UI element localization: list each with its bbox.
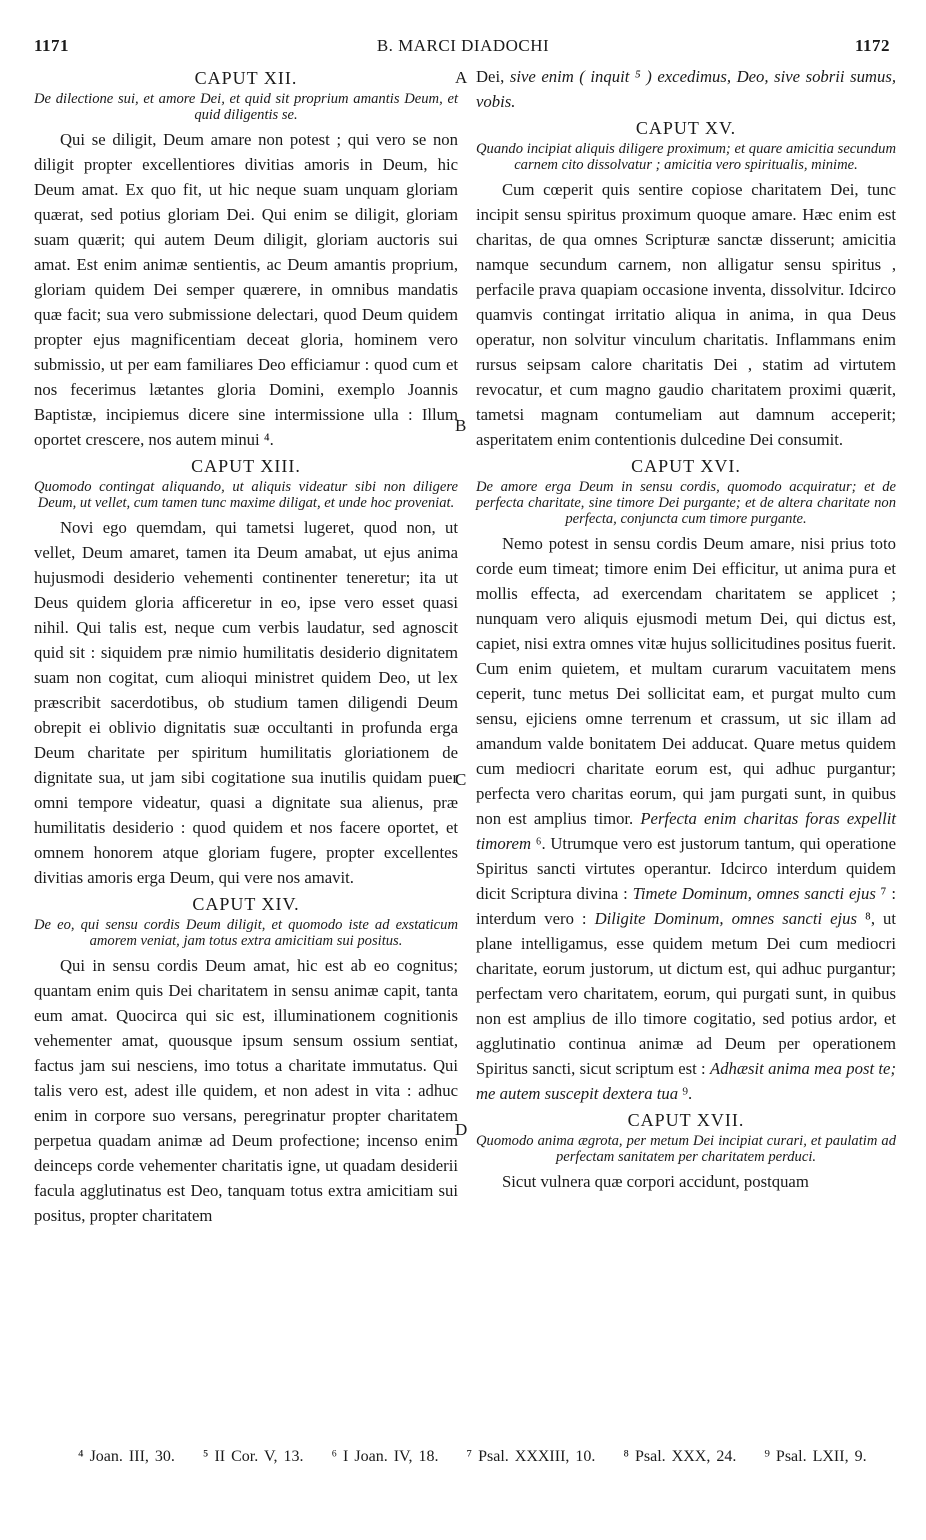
chapter-summary: De eo, qui sensu cordis Deum diligit, et quomodo iste ad exstaticum amorem veniat, jam totus extra amicitiam sui positus. [34,917,458,949]
chapter-text [476,531,896,1106]
scripture-quote: Diligite Dominum, omnes sancti ejus [594,909,857,928]
chapter-text: Sicut vulnera quæ corpori accidunt, postquam [502,1172,809,1191]
chapter-summary: Quando incipiat aliquis diligere proximum; et quare amicitia secundum carnem cito dissolvatur ; amicitia vero spiritualis, minime. [476,141,896,173]
continued-text-quote: sive enim ( inquit ⁵ ) excedimus, Deo, sive sobrii sumus, vobis. [476,67,896,111]
text-segment: Nemo potest in sensu cordis Deum amare, nisi prius toto corde eum timeat; timore enim Dei efficitur, ut anima pura et mollis effecta, ad exercendam charitatem se applicet ; nunquam vero aliquis ejusmodi metum Dei, qui dictus est, capiet, nisi extra omnes vitæ hujus sollicitudines positus fuerit. Cum enim quietem, et multam curarum vacuitatem mens ceperit, tunc metus Dei sollicitat eam, et purgat multo cum sensu, ejiciens omne terrenum et crassum, ut sic illam ad amandum valde bonitatem Dei adducat. Quare metus quidem cum mediocri charitate eorum est, qui adhuc purgantur; perfecta vero charitas eorum, qui jam purgati sunt, in quibus non est amplius timor. [476,534,896,828]
continued-text [476,64,896,114]
chapter-summary: Quomodo anima ægrota, per metum Dei incipiat curari, et paulatim ad perfectam sanitatem per charitatem perduci. [476,1133,896,1165]
margin-letter-d: D [455,1120,468,1139]
chapter-summary: Quomodo contingat aliquando, ut aliquis videatur sibi non diligere Deum, ut vellet, cum tamen tunc maxime diligat, et unde hoc proveniat. [34,479,458,511]
chapter-heading: CAPUT XIV. [192,894,300,914]
footnote: ⁵ II Cor. V, 13. [202,1448,304,1465]
footnote: ⁸ Psal. XXX, 24. [623,1448,737,1465]
chapter-heading: CAPUT XIII. [191,456,301,476]
page-number-right: 1172 [854,36,890,55]
footnote: ⁴ Joan. III, 30. [78,1448,175,1465]
margin-letter-b: B [455,416,467,435]
chapter-heading: CAPUT XV. [635,118,737,138]
scripture-quote: Timete Dominum, omnes sancti ejus [632,884,876,903]
chapter-text: Novi ego quemdam, qui tametsi lugeret, quod non, ut vellet, Deum amaret, tamen ita Deum amabat, ut ejus anima hujusmodi desiderio vehementi continenter teneretur; ita ut Deus quidem gloria afficeretur in eo, ipse vero esset quasi nihil. Qui talis est, neque cum verbis laudatur, sed agnoscit quid sit : siquidem præ nimio humilitatis desiderio dignitatem suam non cogitat, cum alioqui ministret quidem Deo, ut lex præscribit sacerdotibus, ob studium tamen diligendi Deum obrepit ei oblivio dignitatis suæ occultanti in profunda erga Deum charitate per spiritum humilitatis gloriationem de dignitate sua, ut jam sibi cogitatione sua inutilis quidam puer omni tempore videatur, quasi a dignitate sua alienus, præ humilitatis desiderio : quod quidem et nos facere oportet, et omnem honorem atque gloriam fugere, propter excellentes divitias amoris erga Deum, qui vere nos amavit. [34,518,458,887]
chapter-heading: CAPUT XII. [194,68,298,88]
margin-letter-a: A [455,68,468,87]
chapter-heading: CAPUT XVI. [631,456,741,476]
footnote: ⁹ Psal. LXII, 9. [764,1448,867,1465]
footnote: ⁷ Psal. XXXIII, 10. [466,1448,596,1465]
text-segment: ⁹. [678,1084,693,1103]
chapter-text: Cum cœperit quis sentire copiose charitatem Dei, tunc incipit sensu spiritus proximum quoque amare. Hæc enim est charitas, de qua omnes Scripturæ sanctæ disserunt; amicitia namque secundum carnem, non alligatur sensu spiritus , perfacile prava quapiam occasione inventa, dissolvitur. Idcirco quamvis contingat irritatio aliqua in anima, in qua Deus operatur, non solvitur vinculum charitatis. Inflammans enim rursus seipsam calore charitatis Dei , statim ad virtutem revocatur, et cum magno gaudio charitatem proximi quærit, tametsi magnam contumeliam aut damnum acceperit; asperitatem enim contentionis dulcedine Dei consumit. [476,180,896,449]
chapter-summary: De amore erga Deum in sensu cordis, quomodo acquiratur; et de perfecta charitate, sine timore Dei purgante; et de altera charitate non perfecta, conjuncta cum timore purgante. [476,479,896,527]
scripture-quote: Perfecta enim charitas foras expellit timorem [476,809,896,853]
left-column [34,64,458,1228]
chapter-text: Qui in sensu cordis Deum amat, hic est ab eo cognitus; quantam enim quis Dei charitatem in sensu animæ capit, tanta eum amat. Quocirca qui sic est, illuminationem cognitionis vehementer amat, quousque ipsum sensum ossium sentiat, factus jam sui nesciens, imo totus a charitate immutatus. Qui talis vero est, adest ille quidem, et non adest in vita : adhuc enim in corpore suo versans, peregrinatur propter charitatem perpetua quadam animæ ad Deum profectione; incenso enim deinceps corde vehementer charitatis igne, ut quadam desiderii facula agglutinatus est Deo, tanquam totus extra amicitiam sui positus, propter charitatem [34,956,458,1225]
right-column [476,64,896,1194]
chapter-heading: CAPUT XVII. [627,1110,745,1130]
text-segment: ⁶. Utrumque vero est justorum tantum, qui operatione Spiritus sancti virtutes operantur. Idcirco interdum quidem dicit Scriptura divina : [476,834,896,903]
footnote: ⁶ I Joan. IV, 18. [331,1448,439,1465]
running-title: B. MARCI DIADOCHI [376,36,550,55]
margin-letter-c: C [455,770,467,789]
page-number-left: 1171 [34,36,70,55]
scripture-quote: Adhæsit anima mea post te; me autem suscepit dextera tua [476,1059,896,1103]
continued-text-plain: Dei, [476,67,510,86]
chapter-summary: De dilectione sui, et amore Dei, et quid sit proprium amantis Deum, et quid diligentis se. [34,91,458,123]
text-segment: ⁷ : interdum vero : [476,884,896,928]
footnotes [78,1448,908,1466]
chapter-text: Qui se diligit, Deum amare non potest ; qui vero se non diligit propter excellentiores divitias amoris in Deum, hic Deum amat. Ex quo fit, ut hic neque suam unquam gloriam quærat, sed potius gloriam Dei. Qui enim se diligit, gloriam suam quærit; qui autem Deum diligit, gloriam auctoris sui amat. Est enim animæ sentientis, ac Deum amantis proprium, gloriam quidem Dei semper quærere, in omnibus mandatis quæ facit; sua vero submissione delectari, quod Deum quidem propter ejus magnificentiam deceat gloria, hominem vero submissio, ut per eam familiares Deo efficiamur : quod cum et nos fecerimus lætantes gloria Domini, exemplo Joannis Baptistæ, incipiemus dicere sine intermissione ulla : Illum oportet crescere, nos autem minui ⁴. [34,130,458,449]
text-segment: ⁸, ut plane intelligamus, esse quidem metum Dei cum mediocri charitate, eorum justorum, ut dictum est, qui adhuc purgantur; perfectam vero charitatem, eorum, qui purgati sunt, in quibus non est amplius de illo timore cogitatio, sed potius ardor, et agglutinatio continua animæ ad Deum per operationem Spiritus sancti, sicut scriptum est : [476,909,896,1078]
